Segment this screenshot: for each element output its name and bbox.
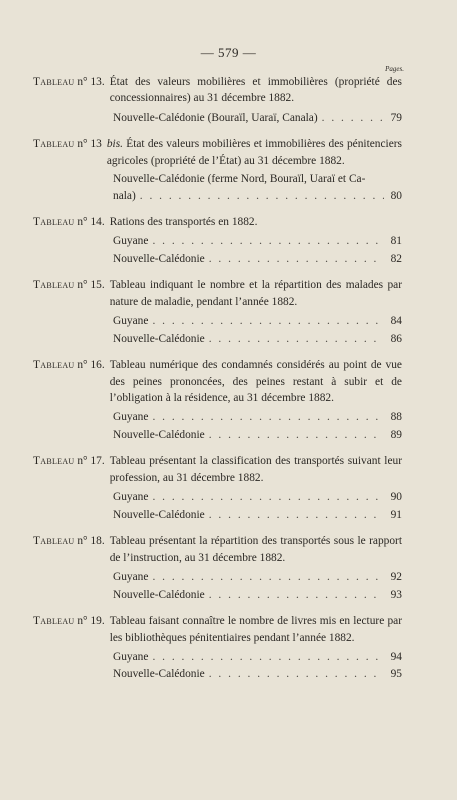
sub-entry bbox=[33, 313, 402, 331]
page-reference: 79 bbox=[390, 111, 402, 124]
tableau-number: n° 13 bbox=[77, 138, 102, 151]
toc-entry bbox=[33, 74, 402, 127]
tableau-prefix: Tableau bbox=[33, 138, 75, 151]
table-of-contents bbox=[33, 74, 402, 693]
sub-entry-label: Nouvelle-Calédonie bbox=[113, 508, 205, 521]
entry-title-text: Tableau faisant connaître le nombre de livres mis en lecture par les bibliothèques pénitentiaires pendant l’année 1882. bbox=[109, 615, 402, 644]
entry-title bbox=[110, 533, 402, 566]
sub-entry-label: Guyane bbox=[113, 315, 149, 328]
entry-heading bbox=[33, 613, 402, 646]
sub-entry-label: nala) bbox=[113, 189, 136, 202]
tableau-prefix: Tableau bbox=[33, 615, 75, 628]
sub-entry-label: Guyane bbox=[113, 571, 149, 584]
sub-entry bbox=[33, 666, 402, 684]
tableau-number: n° 15. bbox=[77, 279, 105, 292]
entry-heading bbox=[33, 136, 402, 169]
entry-heading bbox=[33, 277, 402, 310]
entry-title-text: Tableau indiquant le nombre et la répartition des malades par nature de maladie, pendant l’année 1882. bbox=[109, 279, 402, 308]
entry-title bbox=[110, 74, 402, 107]
sub-entry bbox=[33, 569, 402, 587]
page-reference: 82 bbox=[390, 252, 402, 265]
page-reference: 88 bbox=[390, 411, 402, 424]
sub-entry-wrapped-label: Nouvelle-Calédonie (ferme Nord, Bouraïl, Uaraï et Ca- bbox=[113, 173, 366, 186]
dot-leader bbox=[322, 110, 384, 128]
page-reference: 95 bbox=[390, 668, 402, 681]
tableau-label bbox=[33, 533, 110, 566]
dot-leader bbox=[209, 427, 384, 445]
dot-leader bbox=[209, 507, 384, 525]
entry-title bbox=[110, 357, 402, 406]
entry-heading bbox=[33, 453, 402, 486]
entry-heading bbox=[33, 214, 402, 230]
page-reference: 93 bbox=[390, 588, 402, 601]
tableau-prefix: Tableau bbox=[33, 535, 75, 548]
page-reference: 80 bbox=[390, 189, 402, 202]
entry-title bbox=[110, 277, 402, 310]
page-reference: 81 bbox=[390, 235, 402, 248]
page-reference: 91 bbox=[390, 508, 402, 521]
dot-leader bbox=[209, 587, 384, 605]
dot-leader bbox=[209, 251, 384, 269]
sub-entry-label: Guyane bbox=[113, 650, 149, 663]
sub-entry bbox=[33, 331, 402, 349]
page-reference: 90 bbox=[390, 491, 402, 504]
entry-title-text: État des valeurs mobilières et immobilières des pénitenciers agricoles (propriété de l’État) au 31 décembre 1882. bbox=[106, 138, 402, 167]
page-reference: 89 bbox=[390, 428, 402, 441]
tableau-label bbox=[33, 613, 110, 646]
sub-entry-label: Nouvelle-Calédonie bbox=[113, 588, 205, 601]
entry-heading bbox=[33, 74, 402, 107]
tableau-number: n° 16. bbox=[77, 359, 105, 372]
sub-entry bbox=[33, 507, 402, 525]
sub-entry bbox=[33, 427, 402, 445]
dot-leader bbox=[152, 649, 384, 667]
sub-entry-label: Nouvelle-Calédonie bbox=[113, 252, 205, 265]
dot-leader bbox=[152, 569, 384, 587]
dot-leader bbox=[140, 188, 384, 206]
entry-title-text: État des valeurs mobilières et immobilières (propriété des concessionnaires) au 31 décembre 1882. bbox=[109, 76, 402, 105]
entry-bis-suffix: bis. bbox=[106, 138, 123, 151]
sub-entry-label: Nouvelle-Calédonie bbox=[113, 668, 205, 681]
toc-entry bbox=[33, 214, 402, 268]
entry-title bbox=[110, 214, 402, 230]
tableau-prefix: Tableau bbox=[33, 216, 75, 229]
tableau-prefix: Tableau bbox=[33, 359, 75, 372]
entry-title bbox=[110, 453, 402, 486]
tableau-number: n° 14. bbox=[77, 216, 105, 229]
entry-title bbox=[110, 613, 402, 646]
sub-entry bbox=[33, 489, 402, 507]
sub-entry-label: Guyane bbox=[113, 235, 149, 248]
page-reference: 94 bbox=[390, 650, 402, 663]
entry-heading bbox=[33, 357, 402, 406]
sub-entry-label: Nouvelle-Calédonie (Bouraïl, Uaraï, Canala) bbox=[113, 111, 318, 124]
dot-leader bbox=[152, 233, 384, 251]
tableau-number: n° 19. bbox=[77, 615, 105, 628]
entry-title-text: Rations des transportés en 1882. bbox=[109, 216, 258, 229]
dot-leader bbox=[209, 666, 384, 684]
page-reference: 86 bbox=[390, 332, 402, 345]
sub-entry bbox=[33, 233, 402, 251]
page-number: — 579 — bbox=[200, 45, 257, 60]
page-reference: 84 bbox=[390, 315, 402, 328]
entry-title-text: Tableau présentant la classification des transportés suivant leur profession, au 31 décembre 1882. bbox=[109, 455, 402, 484]
sub-entry bbox=[33, 649, 402, 667]
sub-entry-label: Nouvelle-Calédonie bbox=[113, 332, 205, 345]
tableau-prefix: Tableau bbox=[33, 455, 75, 468]
tableau-label bbox=[33, 214, 110, 230]
tableau-prefix: Tableau bbox=[33, 279, 75, 292]
tableau-label bbox=[33, 136, 107, 169]
entry-title bbox=[107, 136, 402, 169]
sub-entry-label: Guyane bbox=[113, 411, 149, 424]
dot-leader bbox=[209, 331, 384, 349]
dot-leader bbox=[152, 489, 384, 507]
toc-entry bbox=[33, 453, 402, 524]
sub-entry-label: Nouvelle-Calédonie bbox=[113, 428, 205, 441]
tableau-number: n° 18. bbox=[77, 535, 105, 548]
sub-entry-label: Guyane bbox=[113, 491, 149, 504]
tableau-label bbox=[33, 357, 110, 406]
entry-heading bbox=[33, 533, 402, 566]
entry-title-text: Tableau présentant la répartition des transportés sous le rapport de l’instruction, au 31 décembre 1882. bbox=[109, 535, 402, 564]
pages-column-header: Pages. bbox=[385, 65, 404, 73]
tableau-label bbox=[33, 74, 110, 107]
toc-entry bbox=[33, 613, 402, 684]
tableau-label bbox=[33, 453, 110, 486]
sub-entry bbox=[33, 110, 402, 128]
tableau-prefix: Tableau bbox=[33, 76, 75, 88]
sub-entry bbox=[33, 188, 402, 206]
sub-entry bbox=[33, 587, 402, 605]
toc-entry bbox=[33, 533, 402, 604]
entry-title-text: Tableau numérique des condamnés considérés au point de vue des peines prononcées, des peines restant à subir et de l’obligation à la résidence, au 31 décembre 1882. bbox=[109, 359, 402, 405]
tableau-number: n° 13. bbox=[77, 76, 105, 88]
sub-entry bbox=[33, 251, 402, 269]
tableau-label bbox=[33, 277, 110, 310]
sub-entry bbox=[33, 409, 402, 427]
toc-entry bbox=[33, 357, 402, 444]
tableau-number: n° 17. bbox=[77, 455, 105, 468]
page-reference: 92 bbox=[390, 571, 402, 584]
toc-entry bbox=[33, 136, 402, 205]
toc-entry bbox=[33, 277, 402, 348]
dot-leader bbox=[152, 313, 384, 331]
dot-leader bbox=[152, 409, 384, 427]
